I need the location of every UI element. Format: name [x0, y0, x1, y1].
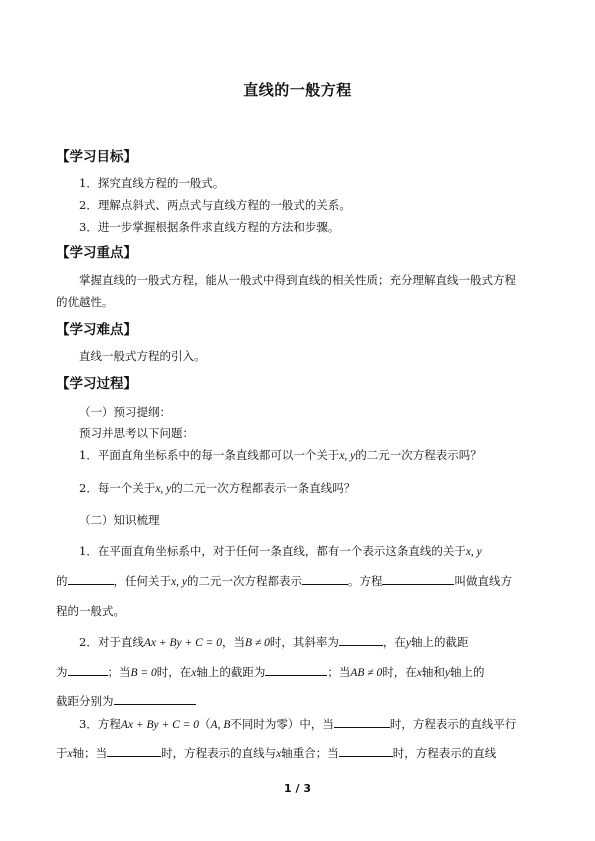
key-line-1: 掌握直线的一般式方程，能从一般式中得到直线的相关性质；充分理解直线一般式方程	[79, 273, 516, 287]
knowledge-section-label: （二）知识梳理	[79, 513, 160, 527]
goal-item-2: 2．理解点斜式、两点式与直线方程的一般式的关系。	[79, 198, 351, 212]
blank-field	[334, 716, 390, 728]
difficulty-line: 直线一般式方程的引入。	[79, 349, 206, 363]
goals-heading: 【学习目标】	[56, 149, 137, 165]
question-2: 2．每一个关于x, y的二元一次方程都表示一条直线吗？	[79, 481, 356, 495]
page-number: 1 / 3	[284, 782, 311, 795]
key-heading: 【学习重点】	[56, 245, 137, 261]
key-line-2: 的优越性。	[56, 295, 114, 309]
para3-line-1: 3．方程Ax + By + C = 0（A, B不同时为零）中，当 时，方程表示的直线平行	[79, 717, 517, 731]
preview-outline-label: （一）预习提纲：	[79, 405, 171, 419]
blank-field	[107, 745, 161, 757]
goal-item-3: 3．进一步掌握根据条件求直线方程的方法和步骤。	[79, 220, 340, 234]
blank-field	[339, 745, 393, 757]
preview-intro: 预习并思考以下问题：	[79, 426, 194, 440]
page-title: 直线的一般方程	[243, 81, 352, 99]
para2-line-1: 2．对于直线Ax + By + C = 0，当B ≠ 0时，其斜率为 ，在y轴上的截距	[79, 635, 469, 649]
difficulty-heading: 【学习难点】	[56, 322, 137, 338]
para1-line-2: 的 ，任何关于x, y的二元一次方程都表示 。方程 叫做直线方	[56, 574, 512, 588]
para2-line-3: 截距分别为	[56, 693, 196, 709]
blank-field	[68, 664, 108, 676]
blank-field	[114, 693, 196, 705]
para3-line-2: 于x轴；当 时，方程表示的直线与x轴重合；当 时，方程表示的直线	[56, 746, 497, 760]
blank-field	[68, 573, 114, 585]
blank-field	[382, 573, 454, 585]
blank-field	[339, 634, 383, 646]
goal-item-1: 1．探究直线方程的一般式。	[79, 176, 225, 190]
para2-line-2: 为 ；当B = 0时，在x轴上的截距为 ；当AB ≠ 0时，在x轴和y轴上的	[56, 665, 485, 679]
para1-line-1: 1．在平面直角坐标系中，对于任何一条直线，都有一个表示这条直线的关于x, y	[79, 544, 482, 558]
para1-line-3: 程的一般式。	[56, 604, 125, 618]
process-heading: 【学习过程】	[56, 376, 137, 392]
blank-field	[302, 573, 348, 585]
question-1: 1．平面直角坐标系中的每一条直线都可以一个关于x, y的二元一次方程表示吗？	[79, 448, 482, 462]
blank-field	[265, 664, 327, 676]
